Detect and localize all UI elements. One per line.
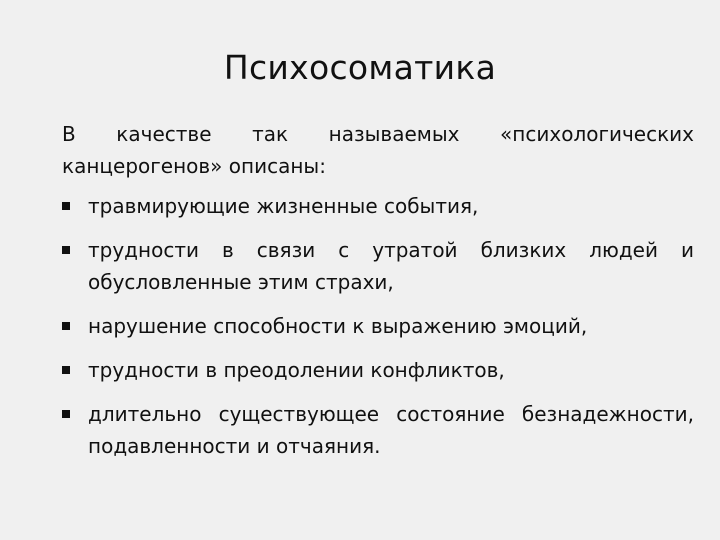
bullet-item <box>62 354 694 386</box>
intro-paragraph: В качестве так называемых «психологических канцерогенов» описаны: <box>62 122 694 178</box>
bullet-text: трудности в связи с утратой близких людей и обусловленные этим страхи, <box>88 238 694 294</box>
bullet-text: трудности в преодолении конфликтов, <box>88 358 505 382</box>
slide-title: Психосоматика <box>223 48 497 87</box>
square-bullet-icon <box>62 246 70 254</box>
square-bullet-icon <box>62 322 70 330</box>
bullet-text: нарушение способности к выражению эмоций, <box>88 314 588 338</box>
slide-body <box>62 118 694 474</box>
bullet-list <box>62 190 694 462</box>
bullet-item <box>62 190 694 222</box>
square-bullet-icon <box>62 366 70 374</box>
bullet-text: длительно существующее состояние безнадежности, подавленности и отчаяния. <box>88 402 694 458</box>
bullet-item <box>62 310 694 342</box>
bullet-text: травмирующие жизненные события, <box>88 194 479 218</box>
square-bullet-icon <box>62 202 70 210</box>
square-bullet-icon <box>62 410 70 418</box>
bullet-item <box>62 398 694 462</box>
bullet-item <box>62 234 694 298</box>
